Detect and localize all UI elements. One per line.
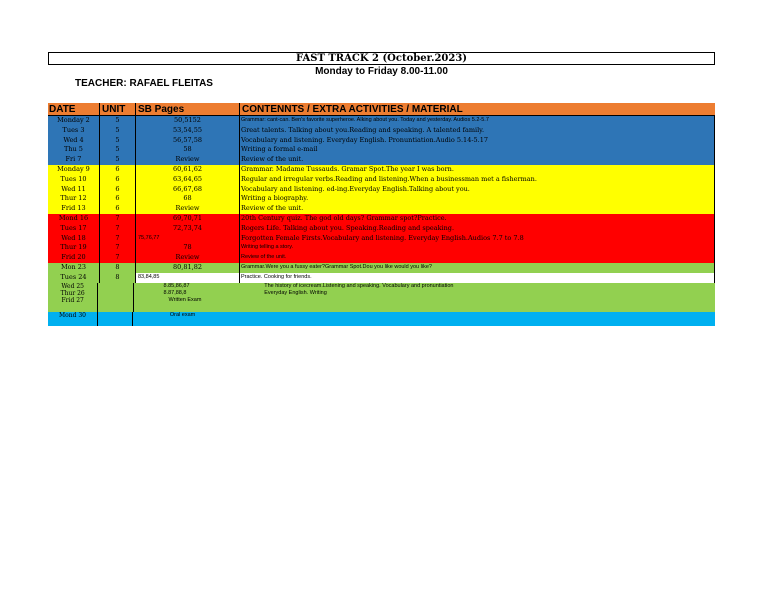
pages-cell: [134, 283, 263, 312]
unit-cell: 6: [100, 185, 136, 195]
pages-wed-25: 8.85,86,87: [163, 282, 190, 289]
date-cell: Mond 16: [48, 214, 100, 224]
column-header-date: DATE: [48, 103, 100, 115]
pages-cell: 80,81,82: [136, 263, 240, 273]
unit-cell: 7: [100, 253, 136, 263]
date-cell: Mon 23: [48, 263, 100, 273]
pages-cell: 58: [136, 145, 240, 155]
date-cell: Tues 3: [48, 126, 100, 136]
pages-cell: 68: [136, 194, 240, 204]
content-cell: Great talents. Talking about you.Reading and speaking. A talented family.: [240, 126, 715, 136]
column-header-contents: CONTENNTS / EXTRA ACTIVITIES / MATERIAL: [242, 104, 463, 115]
pages-cell: Review: [136, 155, 240, 165]
unit-cell: 7: [100, 243, 136, 253]
date-cell: Frid 13: [48, 204, 100, 214]
unit-cell: 5: [100, 145, 136, 155]
table-row: [48, 136, 715, 146]
date-cell: Monday 9: [48, 165, 100, 175]
content-cell: Practice. Cooking for friends.: [240, 273, 715, 283]
content-thur-26: Everyday English. Writing: [264, 289, 327, 296]
date-cell: Thur 12: [48, 194, 100, 204]
content-cell: Forgotten Female Firsts.Vocabulary and listening. Everyday English.Audios 7.7 to 7.8: [240, 234, 715, 244]
unit-cell: 6: [100, 165, 136, 175]
table-row: [48, 253, 715, 263]
pages-cell: 69,70,71: [136, 214, 240, 224]
pages-cell: 83,84,85: [136, 273, 240, 283]
pages-cell: 53,54,55: [136, 126, 240, 136]
unit-cell: 7: [100, 234, 136, 244]
date-cell: Monday 2: [48, 116, 100, 126]
content-cell: Rogers Life. Talking about you. Speaking.Reading and speaking.: [240, 224, 715, 234]
content-cell: Grammar: cant-can. Ben's favorite superheroe. Alking about you. Today and yesterday. Audios 5.2-5.7: [240, 116, 715, 126]
oral-exam-row: [48, 312, 715, 326]
pages-cell: 78: [136, 243, 240, 253]
date-cell: Thur 19: [48, 243, 100, 253]
unit-cell: 5: [100, 155, 136, 165]
pages-cell: 60,61,62: [136, 165, 240, 175]
date-wed-25: Wed 25: [61, 282, 84, 290]
table-row: [48, 155, 715, 165]
table-row: [48, 126, 715, 136]
date-cell: Tues 24: [48, 273, 100, 283]
content-cell: Writing telling a story.: [240, 243, 715, 253]
table-row: [48, 214, 715, 224]
pages-cell: Oral exam: [169, 311, 196, 318]
unit-cell: [98, 283, 133, 312]
content-cell: Review of the unit.: [240, 253, 715, 263]
content-cell: Grammar. Madame Tussauds. Gramar Spot.The year I was born.: [240, 165, 715, 175]
content-cell: Review of the unit.: [240, 204, 715, 214]
pages-cell: Review: [136, 253, 240, 263]
pages-cell: 75,76,77: [136, 234, 240, 244]
content-cell: [262, 283, 715, 312]
date-cell: [48, 283, 98, 312]
date-cell: Frid 20: [48, 253, 100, 263]
date-cell: Wed 18: [48, 234, 100, 244]
table-row: [48, 243, 715, 253]
date-cell: Fri 7: [48, 155, 100, 165]
date-cell: Wed 4: [48, 136, 100, 146]
pages-cell: 63,64,65: [136, 175, 240, 185]
table-row: [48, 194, 715, 204]
unit-cell: 7: [100, 224, 136, 234]
content-cell: Writing a biography.: [240, 194, 715, 204]
date-thur-26: Thur 26: [60, 289, 85, 297]
date-cell: Wed 11: [48, 185, 100, 195]
content-cell: Regular and irregular verbs.Reading and listening.When a businessman met a fisherman.: [240, 175, 715, 185]
unit-cell: 8: [100, 273, 136, 283]
date-frid-27: Frid 27: [61, 296, 84, 304]
content-cell: Grammar.Were you a fussy eater?Grammar Spot.Dou you like would you like?: [240, 263, 715, 273]
table-row: [48, 224, 715, 234]
table-row: [48, 165, 715, 175]
pages-cell: Review: [136, 204, 240, 214]
page-title: FAST TRACK 2 (October.2023): [48, 52, 715, 65]
table-row: [48, 273, 715, 283]
table-row: [48, 204, 715, 214]
content-cell: 20th Century quiz. The god old days? Grammar spot?Practice.: [240, 214, 715, 224]
unit-cell: 6: [100, 204, 136, 214]
content-cell: [268, 312, 715, 326]
table-row: [48, 263, 715, 273]
table-row: [48, 145, 715, 155]
content-cell: Vocabulary and listening. Everyday English. Pronuntiation.Audio 5.14-5.17: [240, 136, 715, 146]
content-cell: Writing a formal e-mail: [240, 145, 715, 155]
date-cell: Tues 10: [48, 175, 100, 185]
table-header: [48, 103, 715, 116]
pages-cell: 56,57,58: [136, 136, 240, 146]
unit-cell: 7: [100, 214, 136, 224]
unit-cell: 6: [100, 175, 136, 185]
unit-cell: 5: [100, 126, 136, 136]
unit-cell: [98, 312, 133, 326]
pages-frid-27: Written Exam: [168, 296, 202, 303]
column-header-unit: UNIT: [100, 103, 136, 115]
pages-cell: 72,73,74: [136, 224, 240, 234]
date-cell: Thu 5: [48, 145, 100, 155]
date-cell: Mond 30: [48, 312, 98, 326]
schedule-table: [48, 103, 715, 326]
pages-thur-26: 8.87,88,8: [163, 289, 187, 296]
column-header-pages: SB Pages: [136, 103, 240, 115]
unit-cell: 6: [100, 194, 136, 204]
unit-cell: 8: [100, 263, 136, 273]
date-cell: Tues 17: [48, 224, 100, 234]
table-row: [48, 175, 715, 185]
content-cell: Review of the unit.: [240, 155, 715, 165]
schedule-subtitle: Monday to Friday 8.00-11.00: [315, 66, 448, 77]
teacher-label: TEACHER: RAFAEL FLEITAS: [75, 78, 213, 89]
table-row: [48, 234, 715, 244]
unit-cell: 5: [100, 116, 136, 126]
content-cell: Vocabulary and listening. ed-ing.Everyday English.Talking about you.: [240, 185, 715, 195]
table-row: [48, 185, 715, 195]
unit-cell: 5: [100, 136, 136, 146]
content-wed-25: The history of icecream.Listening and speaking. Vocabulary and pronuntiation: [264, 282, 454, 289]
table-row: [48, 116, 715, 126]
pages-cell: 50,5152: [136, 116, 240, 126]
final-week-block: [48, 283, 715, 312]
pages-cell: 66,67,68: [136, 185, 240, 195]
